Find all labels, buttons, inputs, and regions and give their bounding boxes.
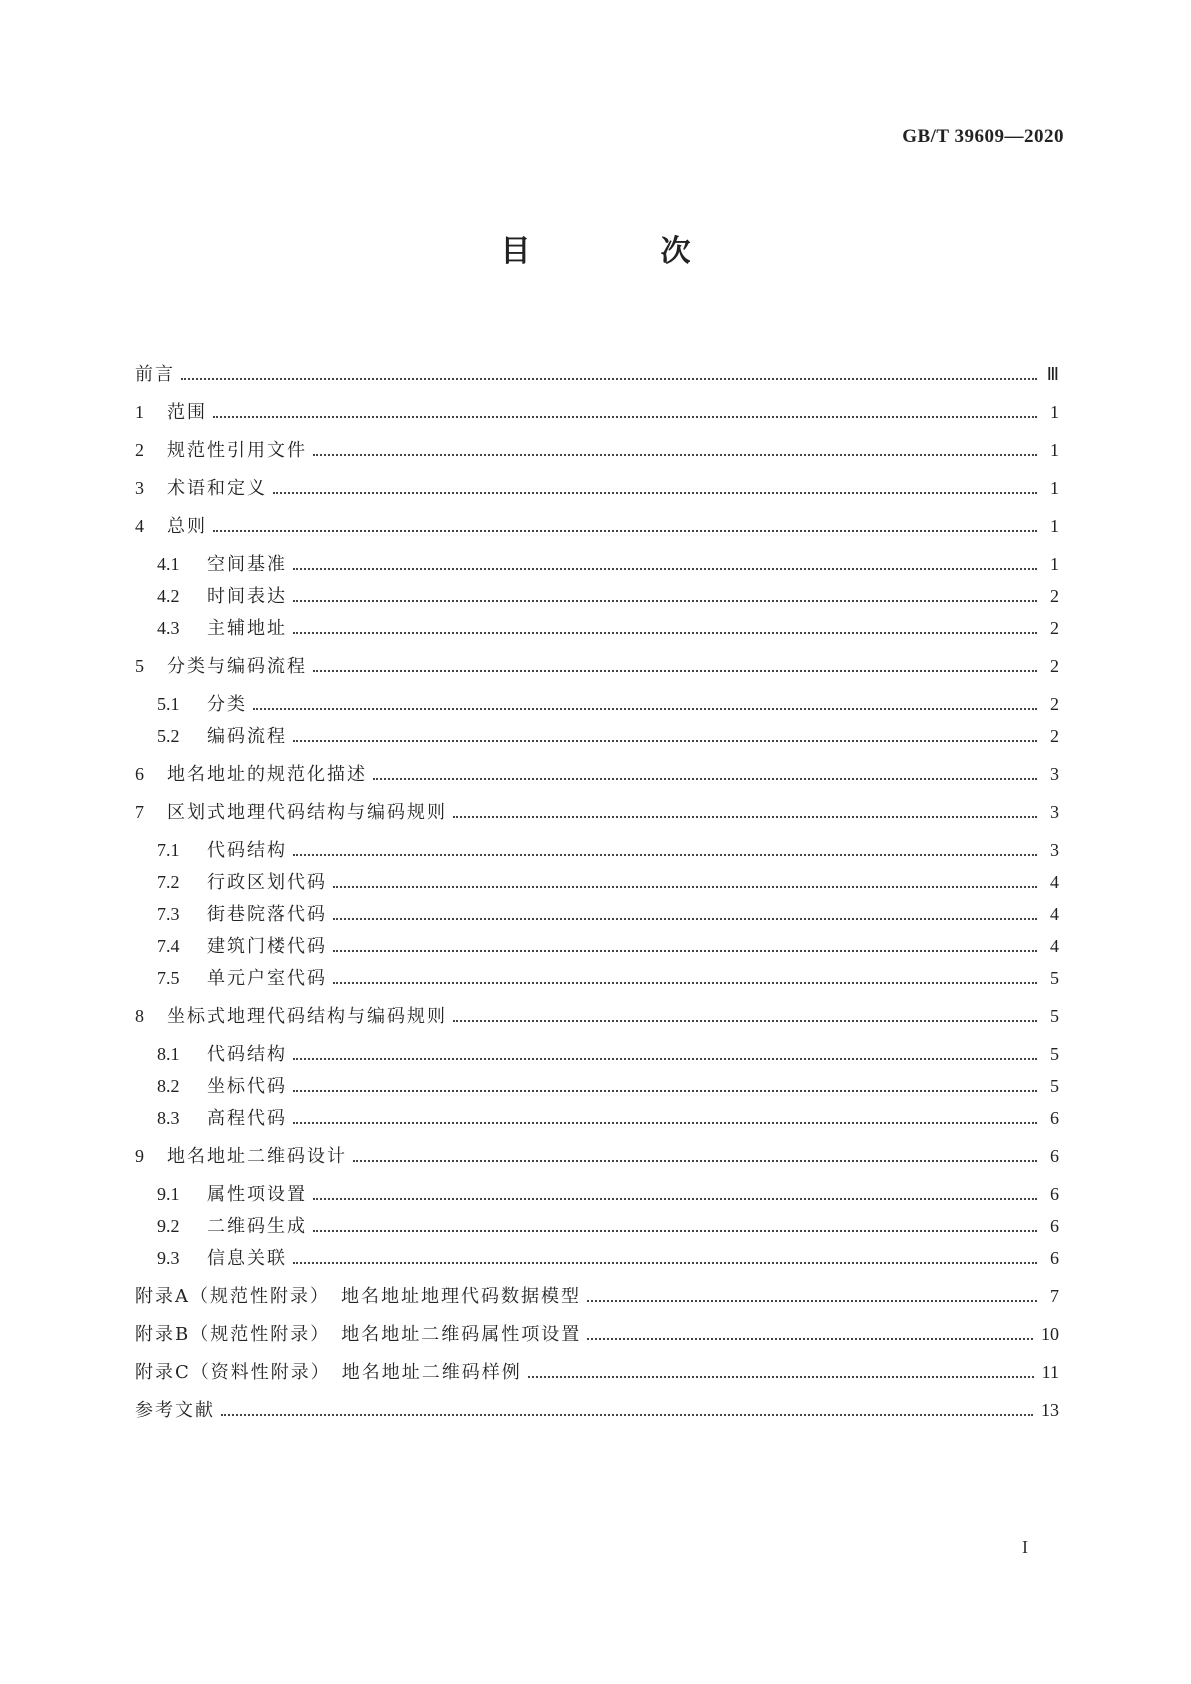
toc-leader-dots (273, 492, 1037, 494)
toc-entry[interactable] (135, 840, 1059, 861)
toc-entry-number: 9.3 (157, 1248, 180, 1268)
toc-entry[interactable] (135, 764, 1059, 785)
toc-entry-page: 1 (1050, 554, 1059, 574)
toc-entry[interactable] (135, 726, 1059, 747)
toc-entry-label: 地名地址二维码设计 (167, 1146, 347, 1167)
toc-entry[interactable] (135, 904, 1059, 925)
toc-leader-dots (213, 416, 1037, 418)
toc-leader-dots (293, 1122, 1037, 1124)
toc-leader-dots (293, 1090, 1037, 1092)
toc-entry[interactable] (135, 1362, 1059, 1383)
toc-entry[interactable] (135, 554, 1059, 575)
toc-leader-dots (313, 454, 1037, 456)
toc-entry-number: 4.3 (157, 618, 180, 638)
toc-entry-label: 坐标式地理代码结构与编码规则 (167, 1006, 447, 1027)
table-of-contents (135, 364, 1059, 1438)
toc-leader-dots (213, 530, 1037, 532)
toc-entry-page: 4 (1050, 872, 1059, 892)
page-title: 目 次 (500, 234, 741, 269)
toc-entry[interactable] (135, 1006, 1059, 1027)
toc-entry-label: 术语和定义 (167, 478, 267, 499)
toc-entry-number: 7.1 (157, 840, 180, 860)
toc-entry-page: 2 (1050, 618, 1059, 638)
toc-entry-page: 5 (1050, 1044, 1059, 1064)
toc-entry-number: 9.1 (157, 1184, 180, 1204)
toc-leader-dots (293, 568, 1037, 570)
standard-code: GB/T 39609—2020 (902, 126, 1064, 147)
toc-leader-dots (293, 740, 1037, 742)
toc-entry-number: 9 (135, 1146, 144, 1166)
toc-entry[interactable] (135, 1184, 1059, 1205)
toc-leader-dots (293, 1262, 1037, 1264)
toc-leader-dots (293, 1058, 1037, 1060)
toc-entry-number: 9.2 (157, 1216, 180, 1236)
toc-entry[interactable] (135, 968, 1059, 989)
toc-entry[interactable] (135, 1146, 1059, 1167)
toc-entry[interactable] (135, 1248, 1059, 1269)
toc-entry-label: 地名地址的规范化描述 (167, 764, 367, 785)
toc-entry-page: 2 (1050, 586, 1059, 606)
toc-entry-number: 8.2 (157, 1076, 180, 1096)
toc-entry[interactable] (135, 1076, 1059, 1097)
toc-entry-number: 8.1 (157, 1044, 180, 1064)
toc-leader-dots (333, 982, 1037, 984)
toc-entry-label: 区划式地理代码结构与编码规则 (167, 802, 447, 823)
toc-entry-page: 1 (1050, 478, 1059, 498)
toc-leader-dots (373, 778, 1037, 780)
toc-entry-number: 4.2 (157, 586, 180, 606)
toc-entry-page: 4 (1050, 904, 1059, 924)
toc-entry[interactable] (135, 618, 1059, 639)
toc-entry-page: 11 (1041, 1362, 1059, 1382)
toc-leader-dots (313, 670, 1037, 672)
toc-leader-dots (333, 918, 1037, 920)
toc-entry[interactable] (135, 1324, 1059, 1345)
toc-entry[interactable] (135, 694, 1059, 715)
toc-leader-dots (453, 816, 1037, 818)
toc-entry[interactable] (135, 402, 1059, 423)
toc-entry[interactable] (135, 1400, 1059, 1421)
toc-entry-page: 6 (1050, 1108, 1059, 1128)
toc-entry-page: 10 (1041, 1324, 1059, 1344)
toc-entry-label: 高程代码 (207, 1108, 287, 1129)
toc-entry-label: 总则 (167, 516, 207, 537)
toc-leader-dots (587, 1300, 1037, 1302)
toc-entry-label: 代码结构 (207, 1044, 287, 1065)
toc-entry-page: 5 (1050, 1076, 1059, 1096)
toc-entry-label: 附录B（规范性附录） 地名地址二维码属性项设置 (135, 1324, 582, 1345)
toc-leader-dots (453, 1020, 1037, 1022)
toc-entry[interactable] (135, 936, 1059, 957)
toc-leader-dots (528, 1376, 1034, 1378)
toc-entry-page: 13 (1041, 1400, 1059, 1420)
toc-entry-number: 1 (135, 402, 144, 422)
toc-entry-label: 代码结构 (207, 840, 287, 861)
toc-entry[interactable] (135, 478, 1059, 499)
toc-entry[interactable] (135, 1044, 1059, 1065)
toc-entry-page: 1 (1050, 402, 1059, 422)
toc-entry[interactable] (135, 516, 1059, 537)
toc-entry[interactable] (135, 1286, 1059, 1307)
toc-entry[interactable] (135, 872, 1059, 893)
toc-entry-label: 附录C（资料性附录） 地名地址二维码样例 (135, 1362, 522, 1383)
toc-entry-page: Ⅲ (1046, 364, 1059, 384)
toc-leader-dots (293, 854, 1037, 856)
toc-entry-label: 坐标代码 (207, 1076, 287, 1097)
toc-entry-label: 规范性引用文件 (167, 440, 307, 461)
toc-entry[interactable] (135, 1108, 1059, 1129)
toc-leader-dots (253, 708, 1037, 710)
toc-entry-number: 7.3 (157, 904, 180, 924)
toc-entry-number: 4.1 (157, 554, 180, 574)
toc-entry-page: 5 (1050, 968, 1059, 988)
toc-entry-page: 6 (1050, 1248, 1059, 1268)
toc-entry-label: 前言 (135, 364, 175, 385)
toc-entry-number: 5 (135, 656, 144, 676)
toc-entry-page: 2 (1050, 656, 1059, 676)
toc-entry-page: 5 (1050, 1006, 1059, 1026)
toc-leader-dots (313, 1198, 1037, 1200)
toc-leader-dots (333, 886, 1037, 888)
toc-entry-label: 分类 (207, 694, 247, 715)
toc-entry-label: 空间基准 (207, 554, 287, 575)
toc-entry-page: 6 (1050, 1184, 1059, 1204)
toc-leader-dots (293, 632, 1037, 634)
toc-entry-label: 范围 (167, 402, 207, 423)
toc-entry[interactable] (135, 586, 1059, 607)
toc-entry-label: 街巷院落代码 (207, 904, 327, 925)
page-number: I (1022, 1537, 1028, 1557)
toc-entry-label: 时间表达 (207, 586, 287, 607)
toc-leader-dots (221, 1414, 1033, 1416)
toc-entry-number: 4 (135, 516, 144, 536)
toc-entry-label: 编码流程 (207, 726, 287, 747)
toc-entry[interactable] (135, 1216, 1059, 1237)
toc-entry-number: 7.2 (157, 872, 180, 892)
toc-entry-page: 2 (1050, 694, 1059, 714)
toc-entry-label: 参考文献 (135, 1400, 215, 1421)
toc-leader-dots (313, 1230, 1037, 1232)
toc-entry-label: 主辅地址 (207, 618, 287, 639)
toc-entry-page: 1 (1050, 440, 1059, 460)
toc-entry-page: 6 (1050, 1146, 1059, 1166)
toc-entry-number: 8.3 (157, 1108, 180, 1128)
toc-entry[interactable] (135, 802, 1059, 823)
toc-entry-label: 二维码生成 (207, 1216, 307, 1237)
toc-entry-page: 6 (1050, 1216, 1059, 1236)
toc-entry-page: 4 (1050, 936, 1059, 956)
toc-entry-page: 1 (1050, 516, 1059, 536)
toc-leader-dots (587, 1338, 1033, 1340)
toc-entry-label: 行政区划代码 (207, 872, 327, 893)
toc-leader-dots (293, 600, 1037, 602)
toc-entry-number: 7 (135, 802, 144, 822)
toc-entry-label: 建筑门楼代码 (207, 936, 327, 957)
toc-entry-label: 属性项设置 (207, 1184, 307, 1205)
toc-entry-label: 信息关联 (207, 1248, 287, 1269)
toc-entry-number: 6 (135, 764, 144, 784)
toc-entry[interactable] (135, 364, 1059, 385)
toc-entry-page: 3 (1050, 802, 1059, 822)
toc-leader-dots (353, 1160, 1037, 1162)
toc-entry-label: 单元户室代码 (207, 968, 327, 989)
toc-entry-number: 7.4 (157, 936, 180, 956)
toc-entry-label: 分类与编码流程 (167, 656, 307, 677)
toc-entry-number: 2 (135, 440, 144, 460)
toc-entry-number: 8 (135, 1006, 144, 1026)
toc-entry[interactable] (135, 440, 1059, 461)
toc-entry-number: 5.1 (157, 694, 180, 714)
toc-entry-number: 7.5 (157, 968, 180, 988)
toc-leader-dots (181, 378, 1037, 380)
toc-entry-page: 3 (1050, 840, 1059, 860)
toc-entry-page: 2 (1050, 726, 1059, 746)
toc-entry-number: 5.2 (157, 726, 180, 746)
toc-entry[interactable] (135, 656, 1059, 677)
toc-entry-page: 7 (1050, 1286, 1059, 1306)
toc-entry-page: 3 (1050, 764, 1059, 784)
toc-entry-number: 3 (135, 478, 144, 498)
toc-leader-dots (333, 950, 1037, 952)
toc-entry-label: 附录A（规范性附录） 地名地址地理代码数据模型 (135, 1286, 581, 1307)
